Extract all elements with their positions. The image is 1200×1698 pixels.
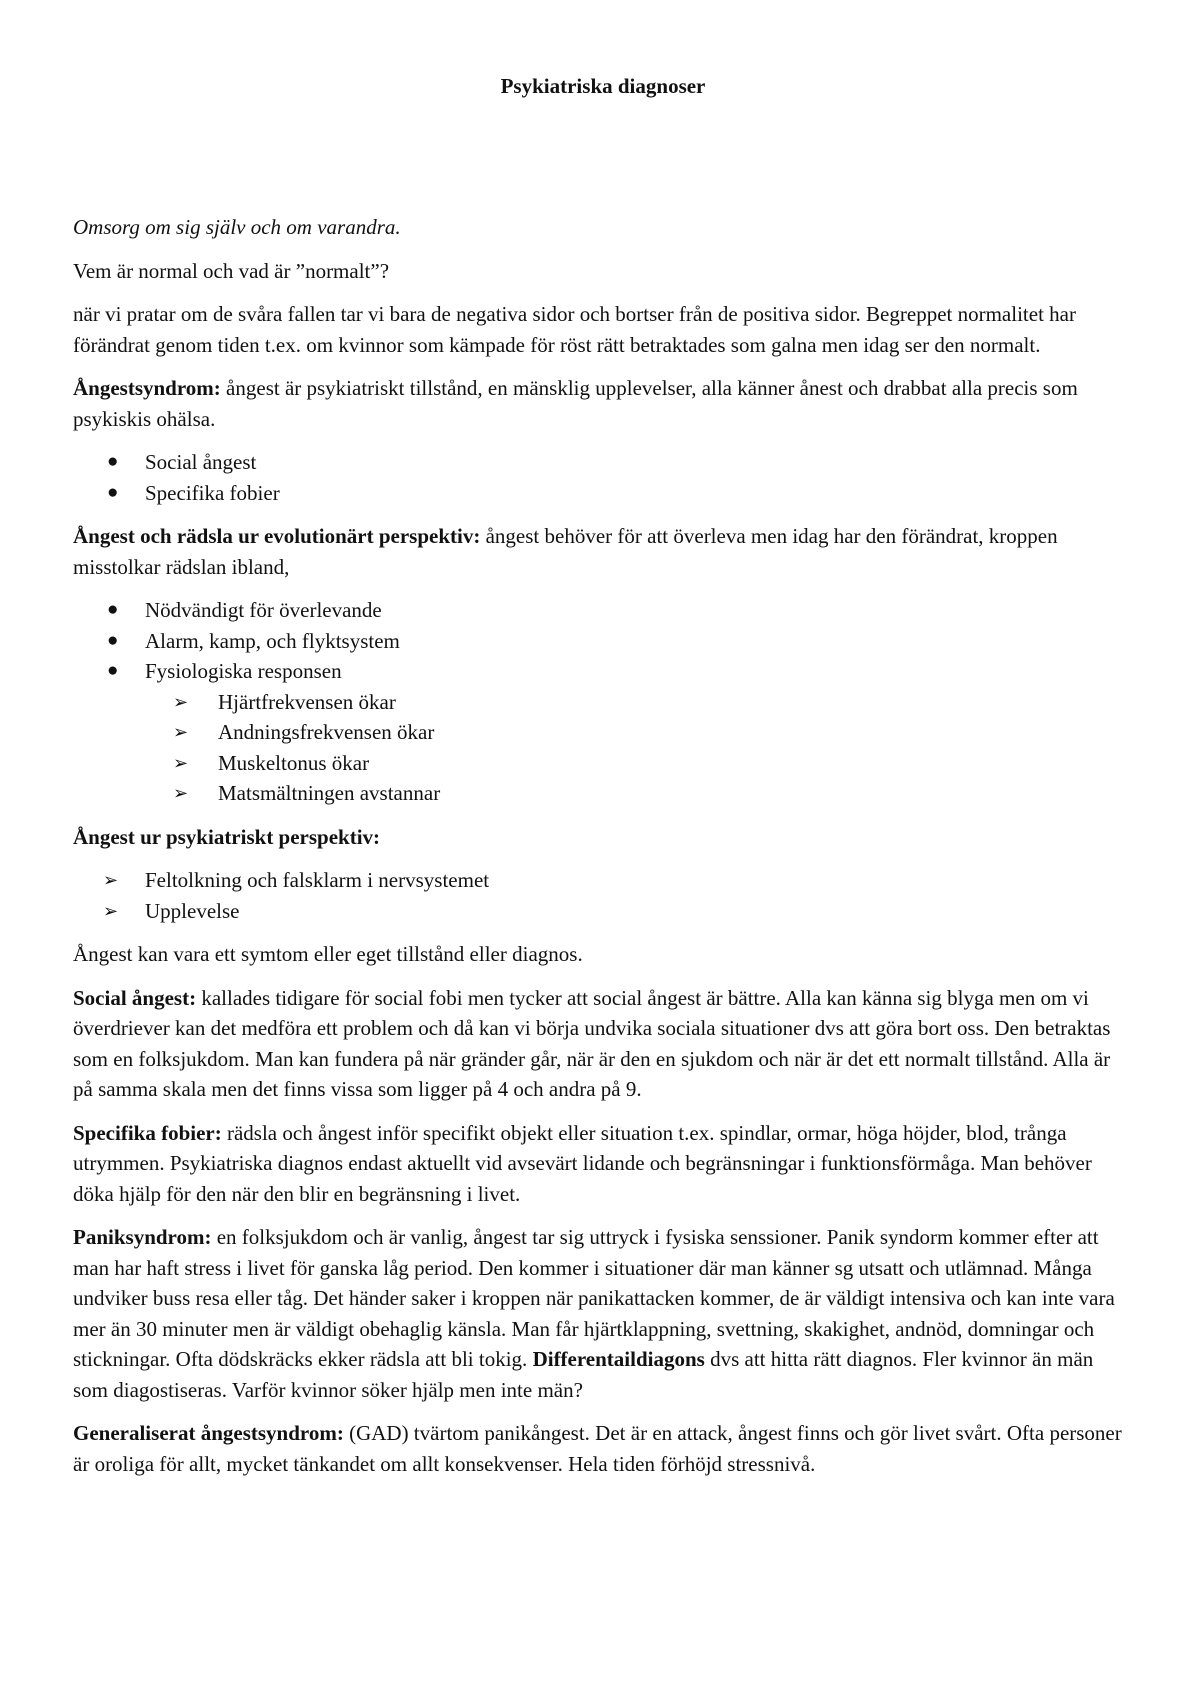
list-item: ➢ Upplevelse	[73, 896, 1133, 927]
psychiatric-heading-paragraph	[73, 822, 1133, 853]
list-item: ● Specifika fobier	[73, 478, 1133, 509]
list-item: ● Fysiologiska responsen	[73, 656, 1133, 687]
bullet-icon: ●	[107, 451, 119, 472]
sub-list-item: ➢ Andningsfrekvensen ökar	[73, 717, 1133, 748]
list-item: ➢ Feltolkning och falsklarm i nervsystemet	[73, 865, 1133, 896]
arrow-bullet-icon: ➢	[173, 722, 189, 742]
panic-bold-term: Differentaildiagons	[532, 1347, 705, 1371]
question-line: Vem är normal och vad är ”normalt”?	[73, 258, 390, 283]
symptom-line: Ångest kan vara ett symtom eller eget tillstånd eller diagnos.	[73, 942, 583, 966]
arrow-bullet-icon: ➢	[173, 752, 189, 773]
gad-text: (GAD) tvärtom panikångest. Det är en attack, ångest finns och gör livet svårt. Ofta personer är oroliga för allt, mycket tänkandet om allt konsekvenser. Hela tiden förhöjd stressnivå.	[73, 1421, 1122, 1476]
gad-paragraph	[73, 1418, 1133, 1479]
anxiety-syndrome-list	[73, 447, 1133, 508]
evolutionary-text: ångest behöver för att överleva men idag har den förändrat, kroppen misstolkar rädslan ibland,	[73, 524, 1058, 579]
evolutionary-list	[73, 595, 1133, 809]
panic-paragraph	[73, 1222, 1133, 1405]
psychiatric-list	[73, 865, 1133, 926]
list-item: ● Nödvändigt för överlevande	[73, 595, 1133, 626]
specific-phobias-paragraph	[73, 1118, 1133, 1210]
sub-list-item: ➢ Hjärtfrekvensen ökar	[73, 687, 1133, 718]
arrow-bullet-icon: ➢	[103, 900, 119, 921]
panic-text: en folksjukdom och är vanlig, ångest tar sig uttryck i fysiska senssioner. Panik syndorm kommer efter att man har haft stress i livet för ganska låg period. Den kommer i situationer där man känner sg utsatt och utlämnad. Många undviker buss resa eller tåg. Det händer saker i kroppen när panikattacken kommer, de är väldigt intensiva och kan inte vara mer än 30 minuter men är väldigt obehaglig känsla. Man får hjärtklappning, svettning, skakighet, andnöd, domningar och stickningar. Ofta dödskräcks ekker rädsla att bli tokig.	[73, 1225, 1115, 1371]
social-anxiety-paragraph	[73, 983, 1133, 1105]
bullet-icon: ●	[107, 481, 119, 503]
anxiety-syndrome-heading: Ångestsyndrom:	[73, 376, 221, 400]
anxiety-syndrome-text: ångest är psykiatriskt tillstånd, en mänsklig upplevelser, alla känner ånest och drabbat alla precis som psykiskis ohälsa.	[73, 376, 1078, 431]
normality-paragraph: när vi pratar om de svåra fallen tar vi bara de negativa sidor och bortser från de positiva sidor. Begreppet normalitet har förändrat genom tiden t.ex. om kvinnor som kämpade för röst rätt betraktades som galna men idag ser den normalt.	[73, 302, 1076, 357]
gad-heading: Generaliserat ångestsyndrom:	[73, 1421, 344, 1445]
evolutionary-heading: Ångest och rädsla ur evolutionärt perspektiv:	[73, 524, 481, 548]
sub-list-item: ➢ Matsmältningen avstannar	[73, 778, 1133, 809]
anxiety-syndrome-paragraph	[73, 373, 1133, 434]
bullet-icon: ●	[107, 599, 119, 620]
arrow-bullet-icon: ➢	[103, 870, 119, 890]
bullet-icon: ●	[107, 629, 119, 651]
sub-list-item: ➢ Muskeltonus ökar	[73, 748, 1133, 779]
social-anxiety-heading: Social ångest:	[73, 985, 197, 1010]
bullet-icon: ●	[107, 660, 119, 681]
specific-phobias-text: rädsla och ångest inför specifikt objekt eller situation t.ex. spindlar, ormar, höga höjder, blod, trånga utrymmen. Psykiatriska diagnos endast aktuellt vid avsevärt lidande och begränsningar i funktionsförmåga. Man behöver döka hjälp för den när den blir en begränsning i livet.	[73, 1120, 1092, 1206]
arrow-bullet-icon: ➢	[173, 783, 189, 803]
specific-phobias-heading: Specifika fobier:	[73, 1120, 222, 1145]
arrow-bullet-icon: ➢	[173, 691, 189, 712]
evolutionary-paragraph	[73, 521, 1133, 582]
psychiatric-heading: Ångest ur psykiatriskt perspektiv:	[73, 824, 381, 849]
page-title: Psykiatriska diagnoser	[500, 74, 706, 98]
panic-text-after: dvs att hitta rätt diagnos. Fler kvinnor än män som diagostiseras. Varför kvinnor söker hjälp men inte män?	[73, 1347, 1094, 1402]
panic-heading: Paniksyndrom:	[73, 1225, 212, 1249]
intro-line: Omsorg om sig själv och om varandra.	[73, 215, 401, 239]
list-item: ● Alarm, kamp, och flyktsystem	[73, 626, 1133, 657]
document-body	[73, 212, 1133, 1492]
list-item: ● Social ångest	[73, 447, 1133, 478]
social-anxiety-text: kallades tidigare för social fobi men tycker att social ångest är bättre. Alla kan känna sig blyga men om vi överdriever kan det medföra ett problem och då kan vi börja undvika sociala situationer dvs att göra bort oss. Den betraktas som en folksjukdom. Man kan fundera på när gränder går, när är den en sjukdom och när är det ett normalt tillstånd. Alla är på samma skala men det finns vissa som ligger på 4 och andra på 9.	[73, 985, 1111, 1101]
